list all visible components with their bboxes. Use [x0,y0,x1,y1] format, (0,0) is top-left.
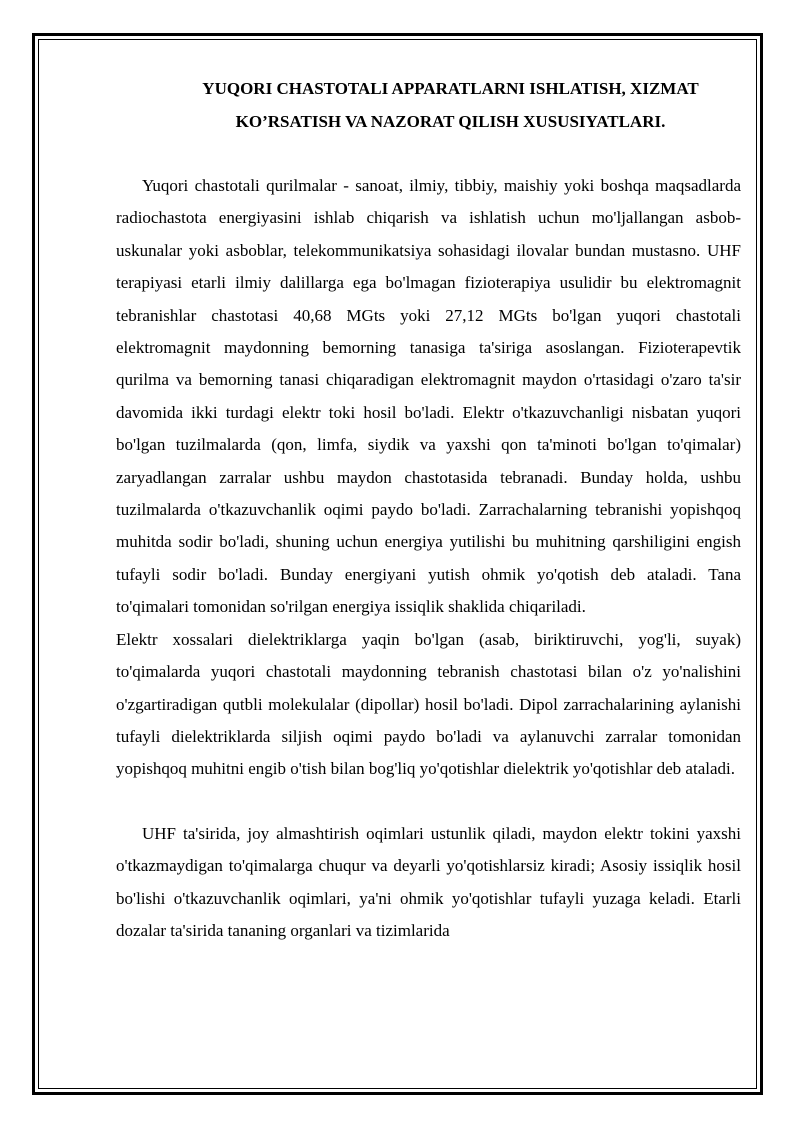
paragraph-2: Elektr xossalari dielektriklarga yaqin bo'lgan (asab, biriktiruvchi, yog'li, suyak) to'qimalarda yuqori chastotali maydonning tebranish chastotasi bilan o'z yo'nalishini o'zgartiradigan qutbli molekulalar (dipollar) hosil bo'ladi. Dipol zarrachalarining aylanishi tufayli dielektriklarda siljish oqimi paydo bo'ladi va aylanuvchi zarralar tomonidan yopishqoq muhitni engib o'tish bilan bog'liq yo'qotishlar dielektrik yo'qotishlar deb ataladi. [116,629,741,779]
title-line-1: YUQORI CHASTOTALI APPARATLARNI ISHLATISH, XIZMAT [202,79,699,98]
document-body [116,72,741,947]
paragraph-3: UHF ta'sirida, joy almashtirish oqimlari ustunlik qiladi, maydon elektr tokini yaxshi o'tkazmaydigan to'qimalarga chuqur va deyarli yo'qotishlarsiz kiradi; Asosiy issiqlik hosil bo'lishi o'tkazuvchanlik oqimlari, ya'ni ohmik yo'qotishlar tufayli yuzaga keladi. Etarli dozalar ta'sirida tananing organlari va tizimlarida [116,823,741,940]
title-line-2: KO’RSATISH VA NAZORAT QILISH XUSUSIYATLARI. [235,112,666,131]
paragraph-1: Yuqori chastotali qurilmalar - sanoat, ilmiy, tibbiy, maishiy yoki boshqa maqsadlarda radiochastota energiyasini ishlab chiqarish va ishlatish uchun mo'ljallangan asbob-uskunalar yoki asboblar, telekommunikatsiya sohasidagi ilovalar bundan mustasno. UHF terapiyasi etarli ilmiy dalillarga ega bo'lmagan fizioterapiya usulidir bu elektromagnit tebranishlar chastotasi 40,68 MGts yoki 27,12 MGts bo'lgan yuqori chastotali elektromagnit maydonning bemorning tanasiga ta'siriga asoslangan. Fizioterapevtik qurilma va bemorning tanasi chiqaradigan elektromagnit maydon o'rtasidagi o'zaro ta'sir davomida ikki turdagi elektr toki hosil bo'ladi. Elektr o'tkazuvchanligi nisbatan yuqori bo'lgan tuzilmalarda (qon, limfa, siydik va yaxshi qon ta'minoti bo'lgan to'qimalar) zaryadlangan zarralar ushbu maydon chastotasida tebranadi. Bunday holda, ushbu tuzilmalarda o'tkazuvchanlik oqimi paydo bo'ladi. Zarrachalarning tebranishi yopishqoq muhitda sodir bo'ladi, shuning uchun energiya yutilishi bu muhitning qarshiligini engish tufayli sodir bo'ladi. Bunday energiyani yutish ohmik yo'qotish deb ataladi. Tana to'qimalari tomonidan so'rilgan energiya issiqlik shaklida chiqariladi. [116,176,741,617]
document-title [116,72,741,138]
